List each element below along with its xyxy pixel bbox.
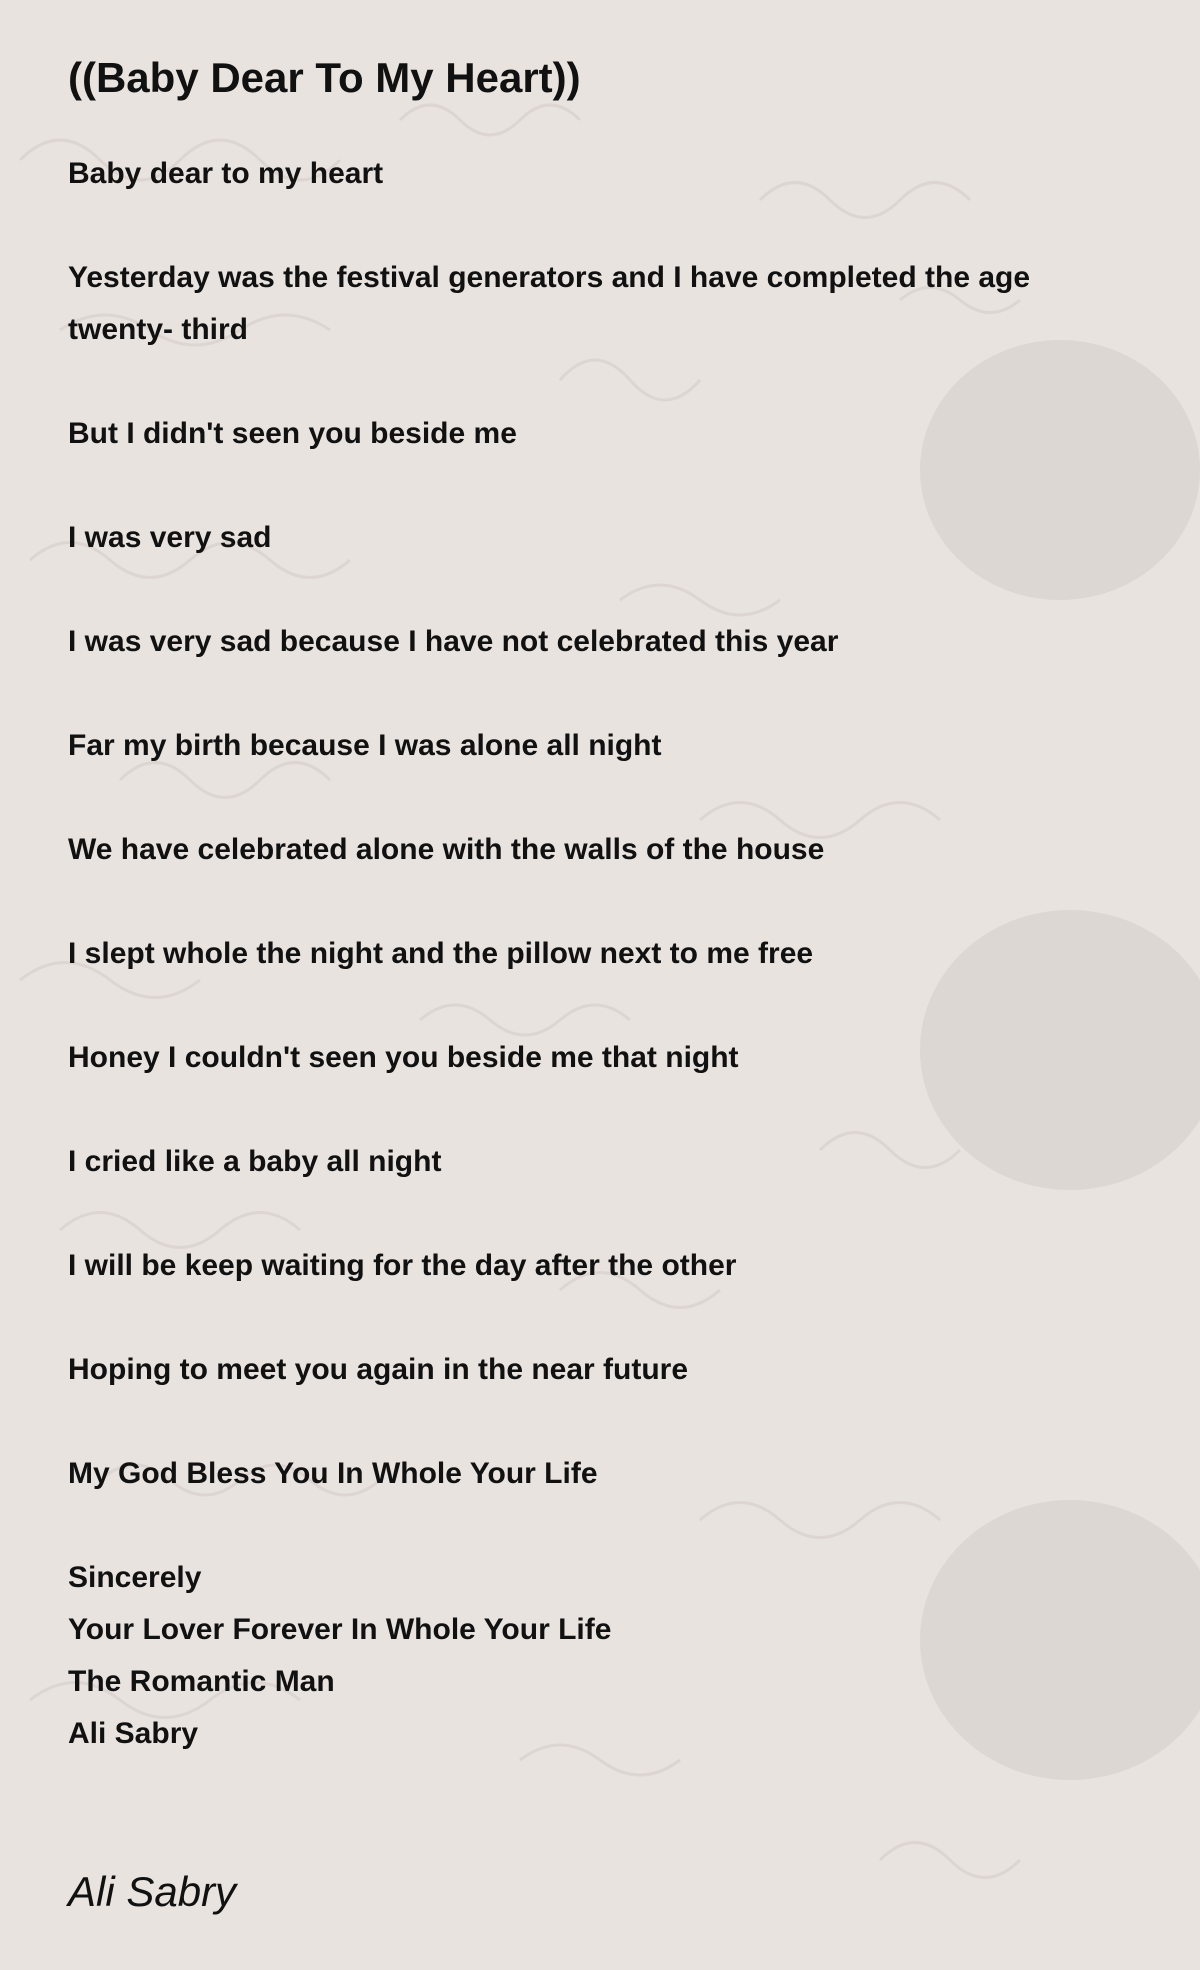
poem-line: Sincerely — [68, 1561, 202, 1594]
poem-title: ((Baby Dear To My Heart)) — [68, 54, 581, 101]
poem-signature-stanza — [68, 1552, 1078, 1760]
poem-line: Ali Sabry — [68, 1717, 199, 1750]
poem-line: I cried like a baby all night — [68, 1145, 442, 1178]
poem-stanza — [68, 408, 1078, 460]
poem-line: Your Lover Forever In Whole Your Life — [68, 1613, 612, 1646]
poem-stanza — [68, 616, 1078, 668]
poem-line: Yesterday was the festival generators and I have completed the age twenty- third — [68, 261, 1031, 346]
poem-body — [68, 148, 1078, 1812]
poem-line: Hoping to meet you again in the near future — [68, 1353, 689, 1386]
poem-stanza — [68, 1448, 1078, 1500]
poem-line: The Romantic Man — [68, 1665, 335, 1698]
poem-line: Baby dear to my heart — [68, 157, 384, 190]
poem-line: We have celebrated alone with the walls of the house — [68, 833, 825, 866]
poem-stanza — [68, 252, 1078, 356]
poem-stanza — [68, 512, 1078, 564]
poem-line: I was very sad because I have not celebrated this year — [68, 625, 839, 658]
poem-line: I was very sad — [68, 521, 272, 554]
poem-stanza — [68, 824, 1078, 876]
poem-stanza — [68, 1136, 1078, 1188]
poem-stanza — [68, 1344, 1078, 1396]
poem-stanza — [68, 1032, 1078, 1084]
poem-line: Honey I couldn't seen you beside me that night — [68, 1041, 739, 1074]
poem-line: But I didn't seen you beside me — [68, 417, 517, 450]
poem-stanza — [68, 1240, 1078, 1292]
poem-stanza — [68, 928, 1078, 980]
poem-stanza — [68, 720, 1078, 772]
poem-author: Ali Sabry — [68, 1868, 237, 1915]
poem-stanza — [68, 148, 1078, 200]
poem-line: Far my birth because I was alone all night — [68, 729, 662, 762]
poem-line: I slept whole the night and the pillow next to me free — [68, 937, 814, 970]
poem-line: My God Bless You In Whole Your Life — [68, 1457, 598, 1490]
poem-line: I will be keep waiting for the day after the other — [68, 1249, 737, 1282]
